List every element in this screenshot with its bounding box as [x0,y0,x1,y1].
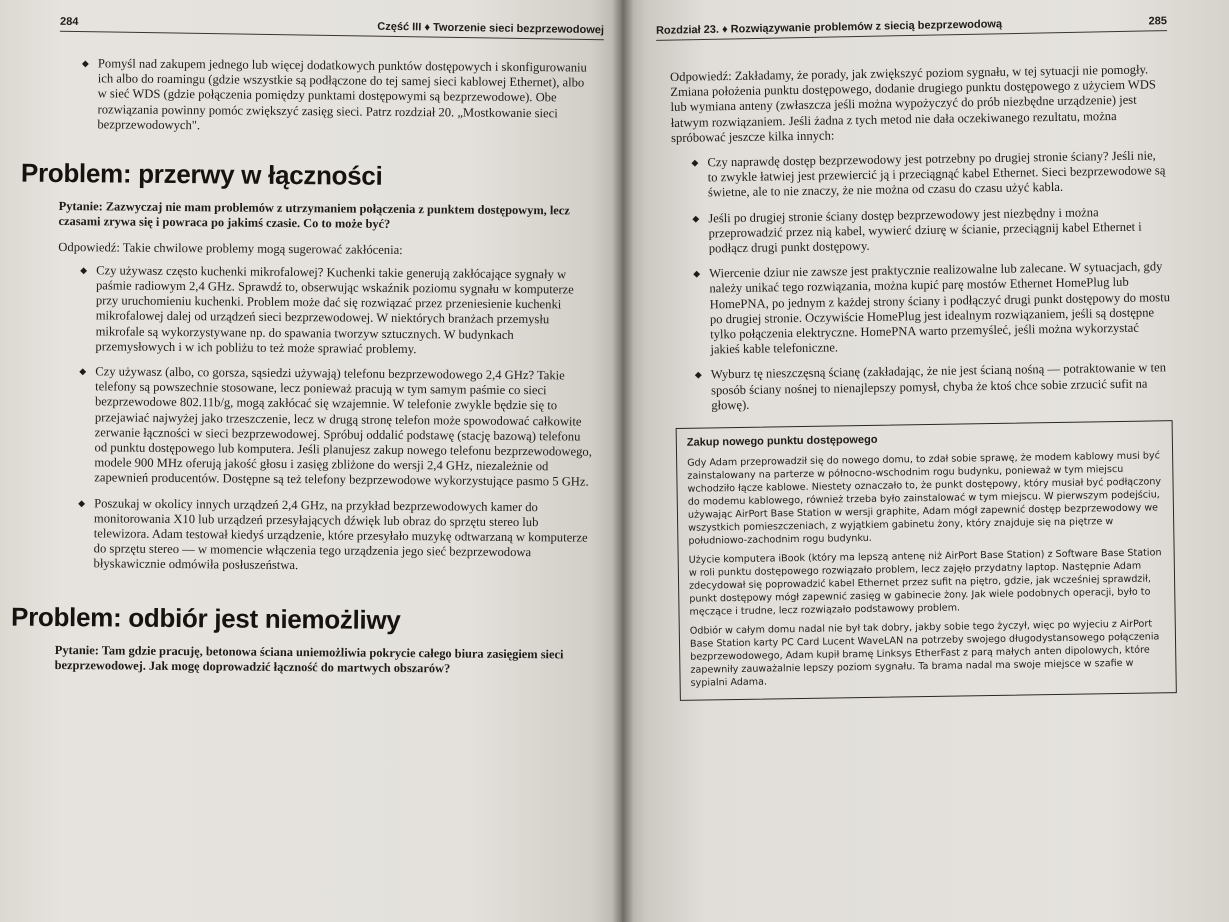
right-page-header [656,15,1167,41]
sidebar-paragraph: Odbiór w całym domu nadal nie był tak dobry, jakby sobie tego życzył, więc po wyjeciu z AirPort Base Station karty PC Card Lucent WaveLAN na potrzeby swojego długodystansowego połączenia bezprzewodowego, Adam kupił bramę Linksys EtherFast z parą małych anten dipolowych, które zapewniły zauważalnie lepszy poziom sygnału. Ta brama nadal ma swoje miejsce w szafie w sypialni Adama. [689,618,1160,689]
sidebar-paragraph: Użycie komputera iBook (który ma lepszą antenę niż AirPort Base Station) z Software Base Station w roli punktu dostępowego rozwiązało problem, lecz zajęło przydatny laptop. Następnie Adam zdecydował się poprowadzić kabel Ethernet przez sufit na piętro, gdzie, jak wcześniej sprawdził, punkt dostępowy mógł zapewnić zasięg w gabinecie żony. Jak wiele podobnych operacji, było to męczące i trudne, lecz rozwiązało podstawowy problem. [688,547,1162,618]
interference-bullet-list [55,263,594,577]
sidebar-title: Zakup nowego punktu dostępowego [686,433,878,449]
right-page [622,0,1229,922]
solutions-bullet-list [671,148,1172,414]
left-page-content [10,56,596,678]
right-page-content [670,62,1177,701]
answer-no-reception: Odpowiedź: Zakładamy, że porady, jak zwiększyć poziom sygnału, w tej sytuacji nie pomogły. Zmiana położenia punktu dostępowego, dodanie drugiego punktu dostępowego z użyciem WDS lub wymiana anteny (zwłaszcza jeśli można wypożyczyć do prób niezbędne urządzenie) jest łatwym rozwiązaniem. Jeśli żadna z tych metod nie dała oczekiwanego rezultatu, można spróbować jeszcze kilka innych: [670,62,1156,145]
list-item: ◆ Jeśli po drugiej stronie ściany dostęp bezprzewodowy jest niezbędny i można przeprowadzić przez nią kabel, wywierć dziurę w ścianie, przeciągnij kabel Ethernet i podłącz drugi punkt dostępowy. [688,204,1170,257]
answer-interruptions: Odpowiedź: Takie chwilowe problemy mogą sugerować zakłócenia: [58,239,403,257]
list-item: ◆ Poszukaj w okolicy innych urządzeń 2,4 GHz, na przykład bezprzewodowych kamer do monitorowania X10 lub urządzeń przesyłających dźwięk lub obraz do sprzętu stereo lub telewizora. Adam testował kiedyś urządzenie, które przesyłało muzykę odtwarzaną w komputerze do sprzętu stereo — w momencie włączenia tego urządzenia jego sieć bezprzewodowa błyskawicznie odmówiła posłuszeństwa. [73,496,592,577]
right-running-head: Rozdział 23. ♦ Rozwiązywanie problemów z siecią bezprzewodową [655,18,1003,37]
list-item: ◆ Czy naprawdę dostęp bezprzewodowy jest potrzebny po drugiej stronie ściany? Jeśli nie, to zwykle łatwiej jest przewiercić ją i przeciągnąć kabel Ethernet. Sieci bezprzewodowe są świetne, ale to nie znaczy, że nie można od czasu do czasu użyć kabla. [687,148,1169,201]
question-no-reception: Pytanie: Tam gdzie pracuję, betonowa ściana uniemożliwia pokrycie całego biura zasięgiem sieci bezprzewodowej. Jak mogę doprowadzić łączność do martwych obszarów? [54,642,564,676]
list-item: ◆ Czy używasz często kuchenki mikrofalowej? Kuchenki takie generują zakłócające sygnały w paśmie radiowym 2,4 GHz. Sprawdź to, obserwując wskaźnik poziomu sygnału w komputerze przy uruchomieniu kuchenki. Problem może dać się rozwiązać przez przeniesienie kuchenki mikrofalowej dalej od urządzeń sieci bezprzewodowej. W niektórych branżach przemysłu mikrofale są wykorzystywane np. do spawania tworzyw sztucznych. W budynkach przemysłowych i w ich pobliżu to też może sprawiać problemy. [75,263,594,359]
section-heading-interruptions: Problem: przerwy w łączności [20,157,383,191]
intro-bullet-list [59,56,596,137]
sidebar-box [676,420,1177,701]
list-item: ◆ Wyburz tę nieszczęsną ścianę (zakładając, że nie jest ścianą nośną — potraktowanie w ten sposób ściany nośnej to nienajlepszy pomysł, chyba że ktoś chce sobie zrzucić sufit na głowę). [691,361,1173,414]
right-page-number: 285 [1148,15,1168,28]
left-running-head: Część III ♦ Tworzenie sieci bezprzewodowej [377,20,605,37]
list-item: ◆ Wiercenie dziur nie zawsze jest praktycznie realizowalne lub zalecane. W sytuacjach, gdy należy unikać tego rozwiązania, można kupić parę mostów Ethernet HomePlug lub HomePNA, po jednym z każdej strony ściany i podłączyć drugi punkt dostępowy do mostu po drugiej stronie. Oczywiście HomePlug jest idealnym rozwiązaniem, jeśli są dostępne tylko połączenia elektryczne. HomePNA warto przemyśleć, jeśli można wykorzystać jakieś kable telefoniczne. [689,259,1171,358]
section-heading-no-reception: Problem: odbiór jest niemożliwy [10,601,401,635]
list-item: ◆ Czy używasz (albo, co gorsza, sąsiedzi używają) telefonu bezprzewodowego 2,4 GHz? Takie telefony są powszechnie stosowane, lecz ponieważ pracują w tym samym paśmie co sieci bezprzewodowe 802.11b/g, mogą zakłócać się wzajemnie. W telefonie zwykle będzie się to przejawiać najwyżej jako trzeszczenie, lecz w drugą stronę telefon może spowodować całkowite zerwanie łączności w sieci bezprzewodowej. Spróbuj oddalić podstawę (stację bazową) telefonu od punktu dostępowego lub komputera. Jeśli planujesz zakup nowego telefonu bezprzewodowego, modele 900 MHz oferują jakość głosu i zasięg zbliżone do wersji 2,4 GHz, niezależnie od zapewnień producentów. Dostępne są też telefony bezprzewodowe wykorzystujące pasmo 5 GHz. [74,364,593,490]
sidebar-paragraph: Gdy Adam przeprowadził się do nowego domu, to zdał sobie sprawę, że modem kablowy musi być zainstalowany na parterze w północno-wschodnim rogu budynku, ponieważ w tym miejscu wchodziło łącze kablowe. Niestety oznaczało to, że punkt dostępowy, który musiał być podłączony do modemu kablowego, również trzeba było zainstalować w tym miejscu. W pierwszym podejściu, używając AirPort Base Station w wersji graphite, Adam mógł zapewnić dostęp bezprzewodowy we wszystkich pomieszczeniach, z wyjątkiem gabinetu żony, który znajduje się na piętrze w południowo-zachodnim rogu budynku. [687,450,1162,547]
left-page-header [60,16,604,41]
left-page-number: 284 [59,15,79,29]
list-item: ◆ Pomyśl nad zakupem jednego lub więcej dodatkowych punktów dostępowych i skonfigurowaniu ich albo do roamingu (gdzie wszystkie są podłączone do tej samej sieci kablowej Ethernet), albo w sieć WDS (gdzie połączenia pomiędzy punktami dostępowymi są bezprzewodowe). Obe rozwiązania powinny pomóc zwiększyć zasięg sieci. Patrz rozdział 20. „Mostkowanie sieci bezprzewodowych". [77,56,596,137]
question-interruptions: Pytanie: Zazwyczaj nie mam problemów z utrzymaniem połączenia z punktem dostępowym, lecz czasami zrywa się i powraca po jakimś czasie. Co to może być? [58,199,570,232]
